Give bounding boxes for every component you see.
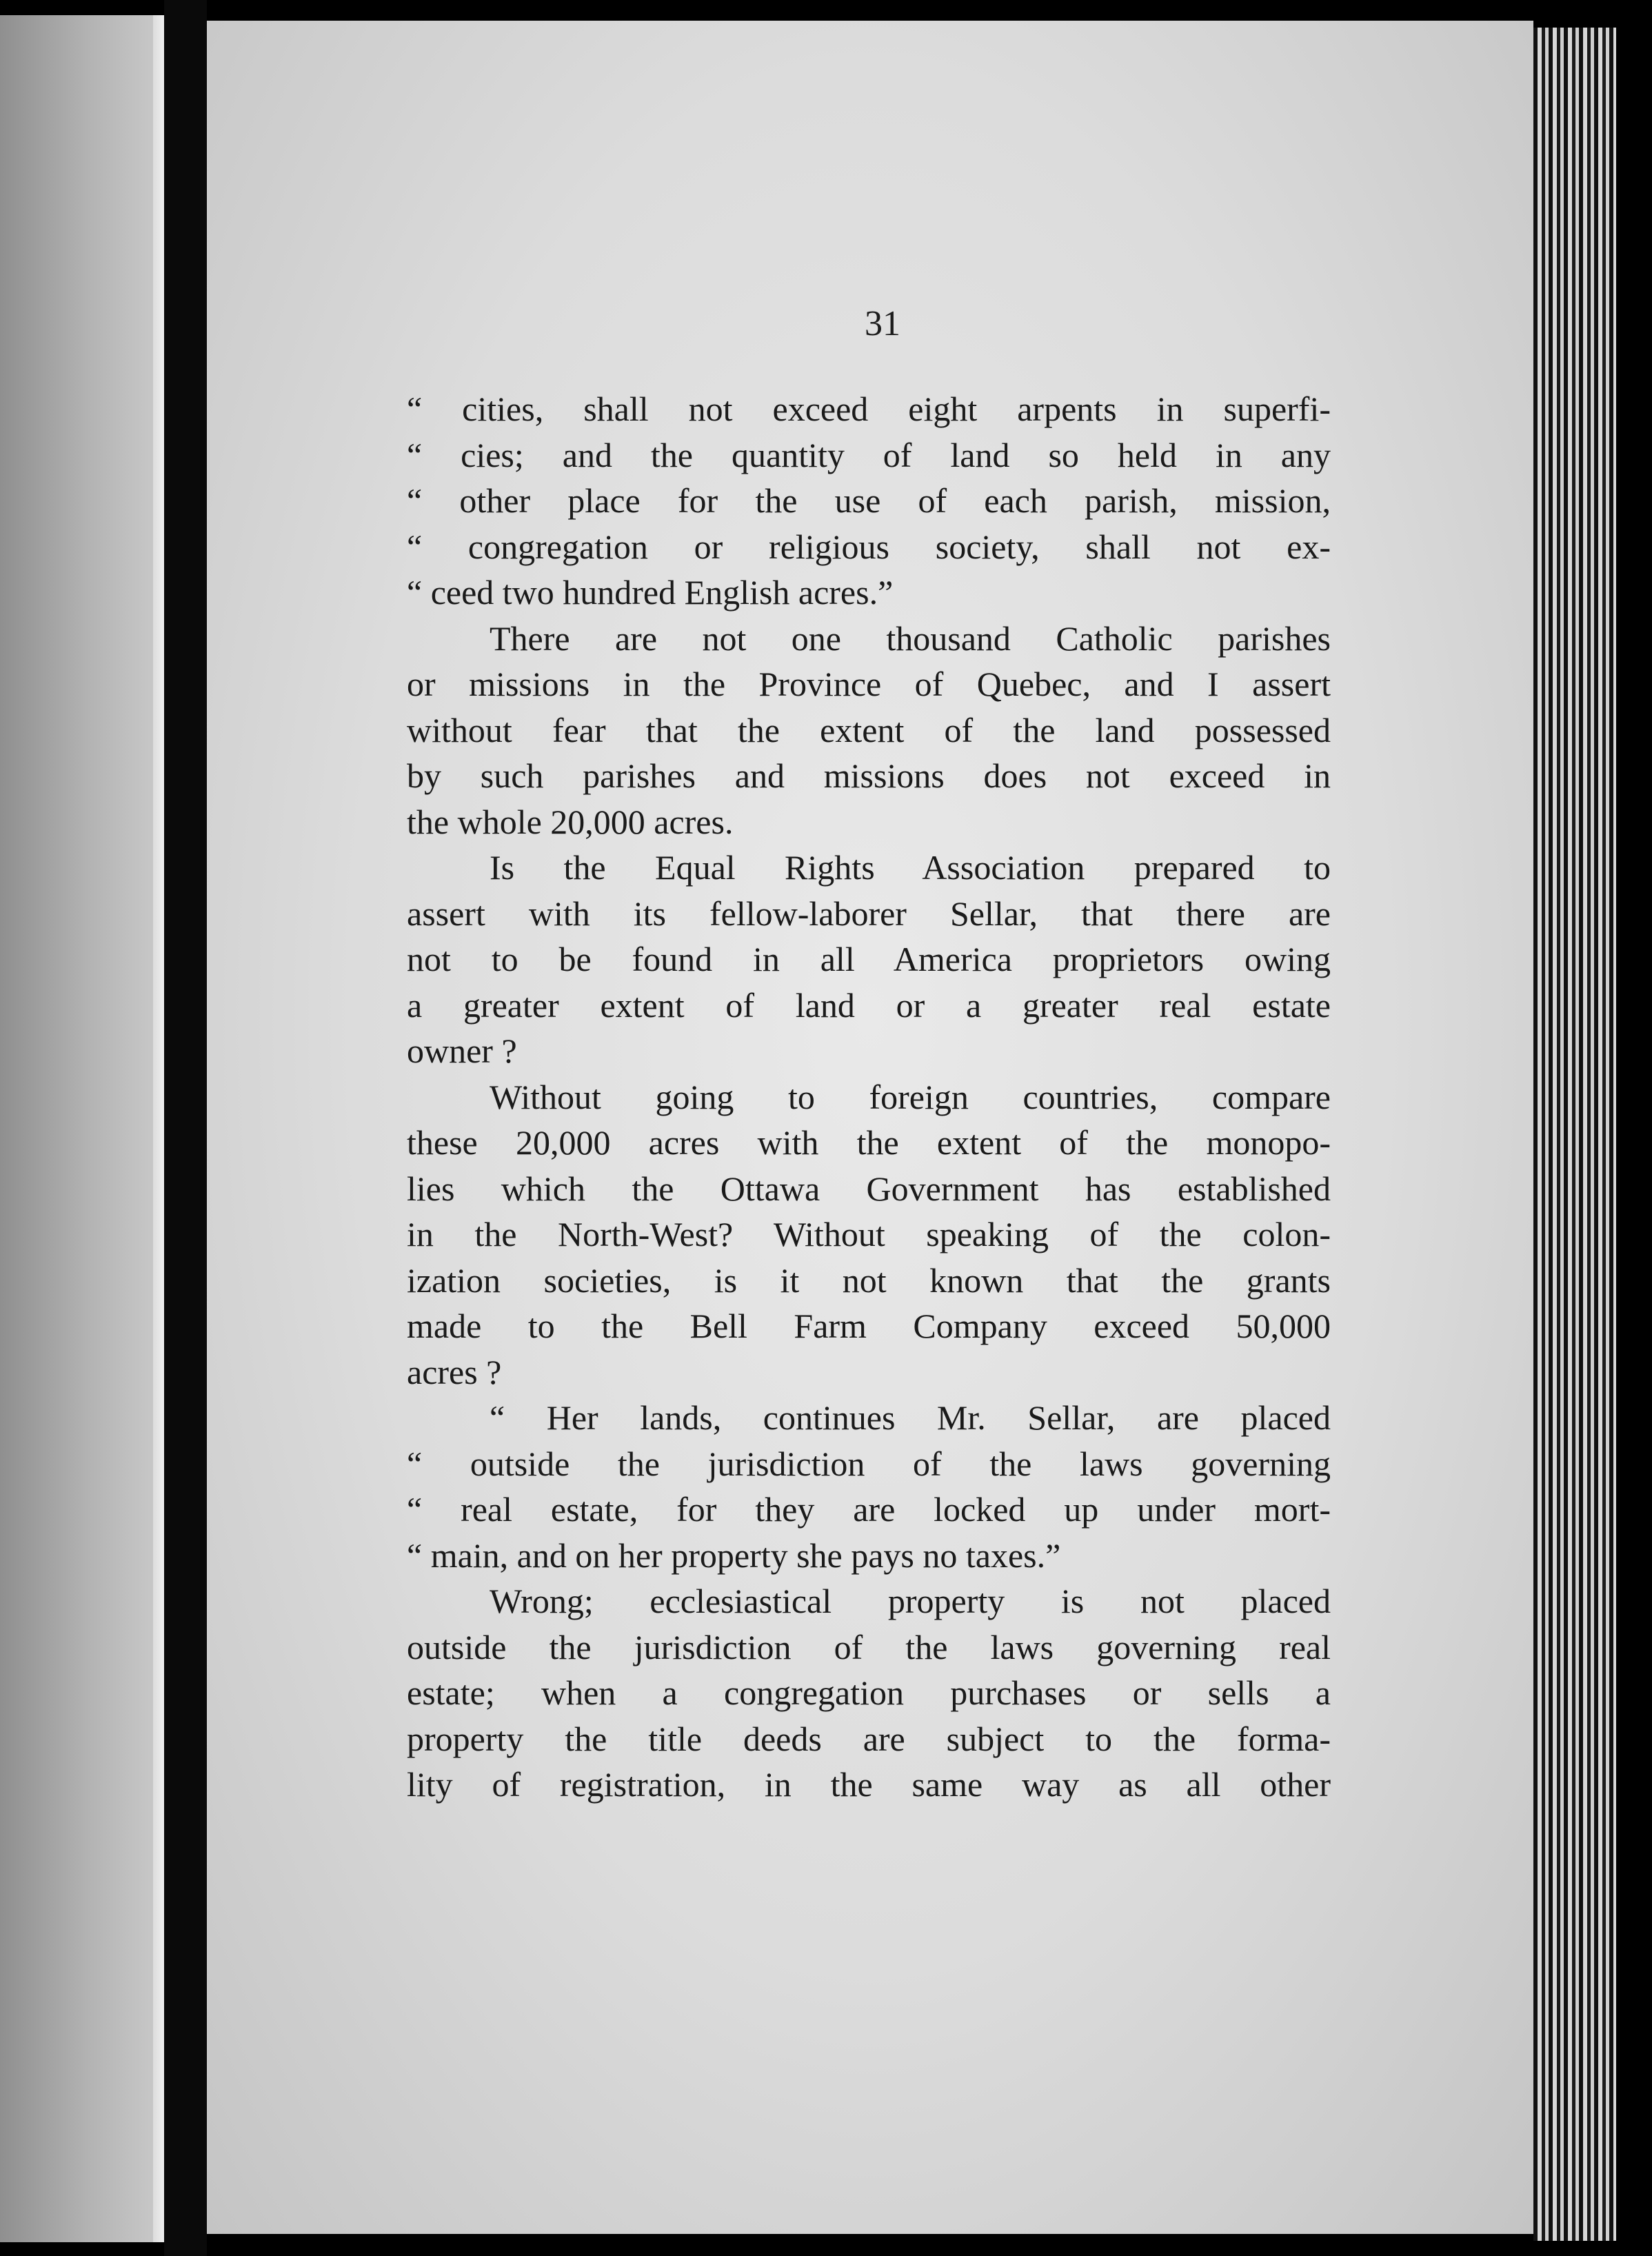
page-body-text (407, 386, 1331, 1808)
text-line: not to be found in all America proprietors owing (407, 940, 1331, 978)
text-line: “ ceed two hundred English acres.” (407, 573, 894, 612)
text-line: owner ? (407, 1031, 517, 1070)
text-line: a greater extent of land or a greater real estate (407, 985, 1331, 1025)
text-line: outside the jurisdiction of the laws governing real (407, 1627, 1331, 1666)
text-line: property the title deeds are subject to the forma- (407, 1719, 1331, 1758)
text-line: acres ? (407, 1352, 502, 1391)
text-line: There are not one thousand Catholic parishes (490, 618, 1331, 658)
text-line: “ outside the jurisdiction of the laws governing (407, 1444, 1331, 1483)
text-line: “ real estate, for they are locked up under mort- (407, 1490, 1331, 1529)
page-number: 31 (865, 304, 900, 343)
book-gutter (164, 0, 207, 2256)
text-line: the whole 20,000 acres. (407, 802, 734, 841)
text-line: “ main, and on her property she pays no taxes.” (407, 1535, 1061, 1575)
text-line: Without going to foreign countries, compare (490, 1077, 1331, 1116)
text-line: these 20,000 acres with the extent of the monopo- (407, 1123, 1331, 1162)
text-line: made to the Bell Farm Company exceed 50,000 (407, 1307, 1331, 1345)
text-line: “ Her lands, continues Mr. Sellar, are placed (490, 1398, 1331, 1437)
text-line: by such parishes and missions does not exceed in (407, 756, 1331, 795)
text-line: without fear that the extent of the land possessed (407, 710, 1331, 749)
text-line: Is the Equal Rights Association prepared to (490, 848, 1331, 887)
left-page-edge (153, 15, 164, 2242)
left-page-fragment (0, 15, 153, 2242)
text-line: lity of registration, in the same way as all other (407, 1765, 1331, 1804)
text-line: ization societies, is it not known that the grants (407, 1260, 1331, 1300)
text-line: Wrong; ecclesiastical property is not placed (490, 1582, 1331, 1620)
text-line: “ congregation or religious society, shall not ex- (407, 527, 1331, 566)
text-line: “ cities, shall not exceed eight arpents in superfi- (407, 390, 1331, 428)
text-line: lies which the Ottawa Government has established (407, 1169, 1331, 1208)
text-line: or missions in the Province of Quebec, and I assert (407, 665, 1331, 703)
text-line: estate; when a congregation purchases or sells a (407, 1673, 1331, 1712)
text-line: “ other place for the use of each parish, mission, (407, 481, 1331, 520)
text-line: in the North-West? Without speaking of the colon- (407, 1215, 1331, 1253)
page-edges-stack (1533, 28, 1616, 2241)
text-line: “ cies; and the quantity of land so held in any (407, 435, 1331, 474)
text-line: assert with its fellow-laborer Sellar, that there are (407, 894, 1331, 933)
